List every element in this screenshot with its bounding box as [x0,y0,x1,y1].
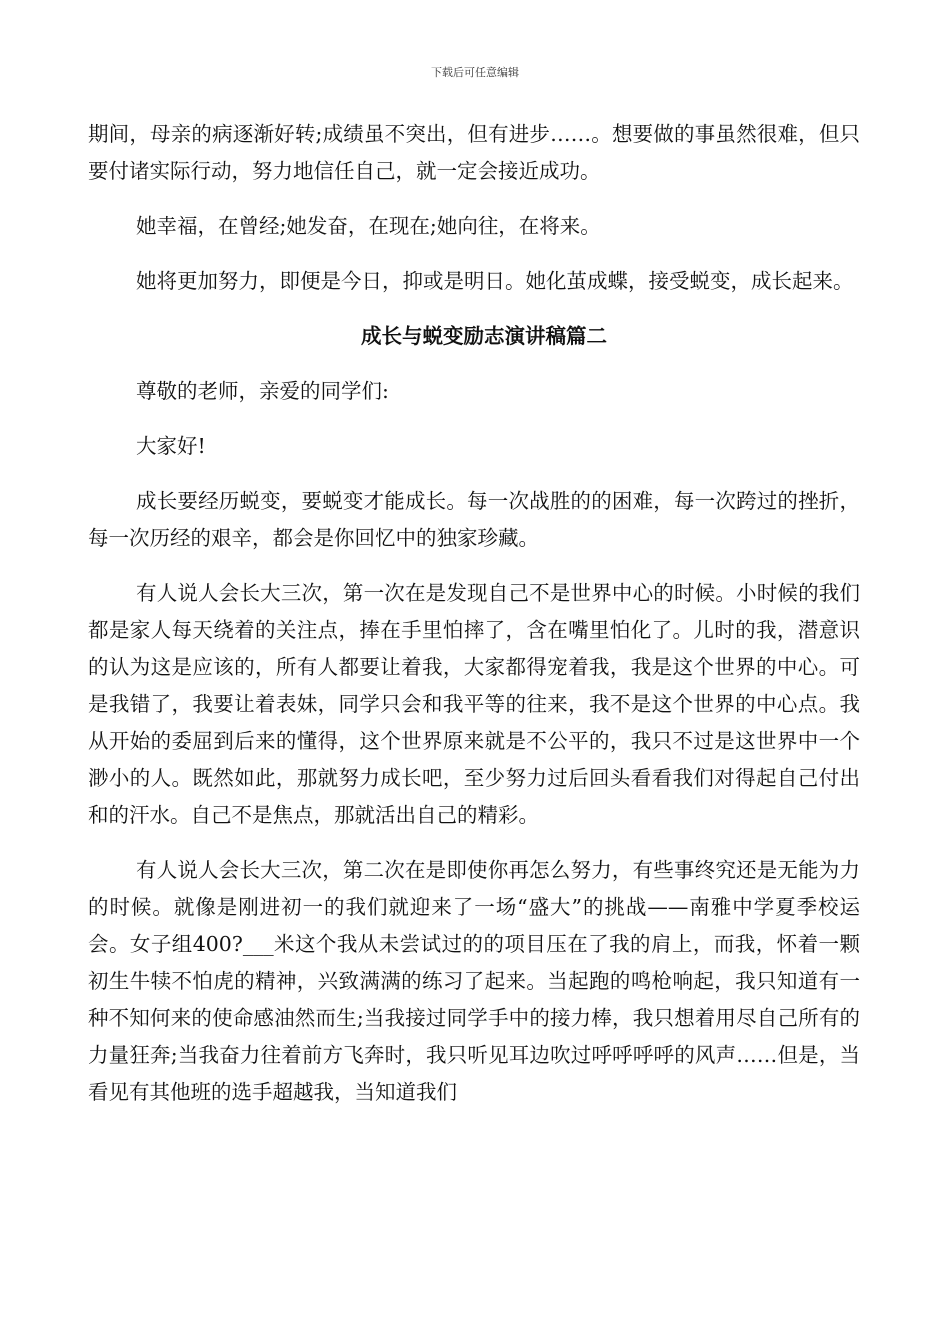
paragraph: 成长要经历蜕变，要蜕变才能成长。每一次战胜的的困难，每一次跨过的挫折，每一次历经的艰辛，都会是你回忆中的独家珍藏。 [88,489,860,550]
greeting: 大家好! [136,434,206,458]
paragraph: 她将更加努力，即便是今日，抑或是明日。她化茧成蝶，接受蜕变，成长起来。 [136,269,854,293]
paragraph: 有人说人会长大三次，第一次在是发现自己不是世界中心的时候。小时候的我们都是家人每天绕着的关注点，捧在手里怕摔了，含在嘴里怕化了。儿时的我，潜意识的认为这是应该的，所有人都要让着我，大家都得宠着我，我是这个世界的中心。可是我错了，我要让着表妹，同学只会和我平等的往来，我不是这个世界的中心点。我从开始的委屈到后来的懂得，这个世界原来就是不公平的，我只不过是这世界中一个渺小的人。既然如此，那就努力成长吧，至少努力过后回头看看我们对得起自己付出和的汗水。自己不是焦点，那就活出自己的精彩。 [88,581,860,827]
paragraph: 有人说人会长大三次，第二次在是即使你再怎么努力，有些事终究还是无能为力的时候。就像是刚进初一的我们就迎来了一场“盛大”的挑战——南雅中学夏季校运会。女子组400?___米这个我从未尝试过的的项目压在了我的肩上，而我，怀着一颗初生牛犊不怕虎的精神，兴致满满的练习了起来。当起跑的鸣枪响起，我只知道有一种不知何来的使命感油然而生;当我接过同学手中的接力棒，我只想着用尽自己所有的力量狂奔;当我奋力往着前方飞奔时，我只听见耳边吹过呼呼呼呼的风声……但是，当看见有其他班的选手超越我，当知道我们 [88,858,860,1104]
page-header-note: 下载后可任意编辑 [431,66,519,79]
salutation: 尊敬的老师，亲爱的同学们: [136,379,389,403]
paragraph: 期间，母亲的病逐渐好转;成绩虽不突出，但有进步……。想要做的事虽然很难，但只要付诸实际行动，努力地信任自己，就一定会接近成功。 [88,122,860,183]
section-title: 成长与蜕变励志演讲稿篇二 [361,324,607,348]
document-body [88,116,860,1111]
paragraph: 她幸福，在曾经;她发奋，在现在;她向往，在将来。 [136,214,601,238]
